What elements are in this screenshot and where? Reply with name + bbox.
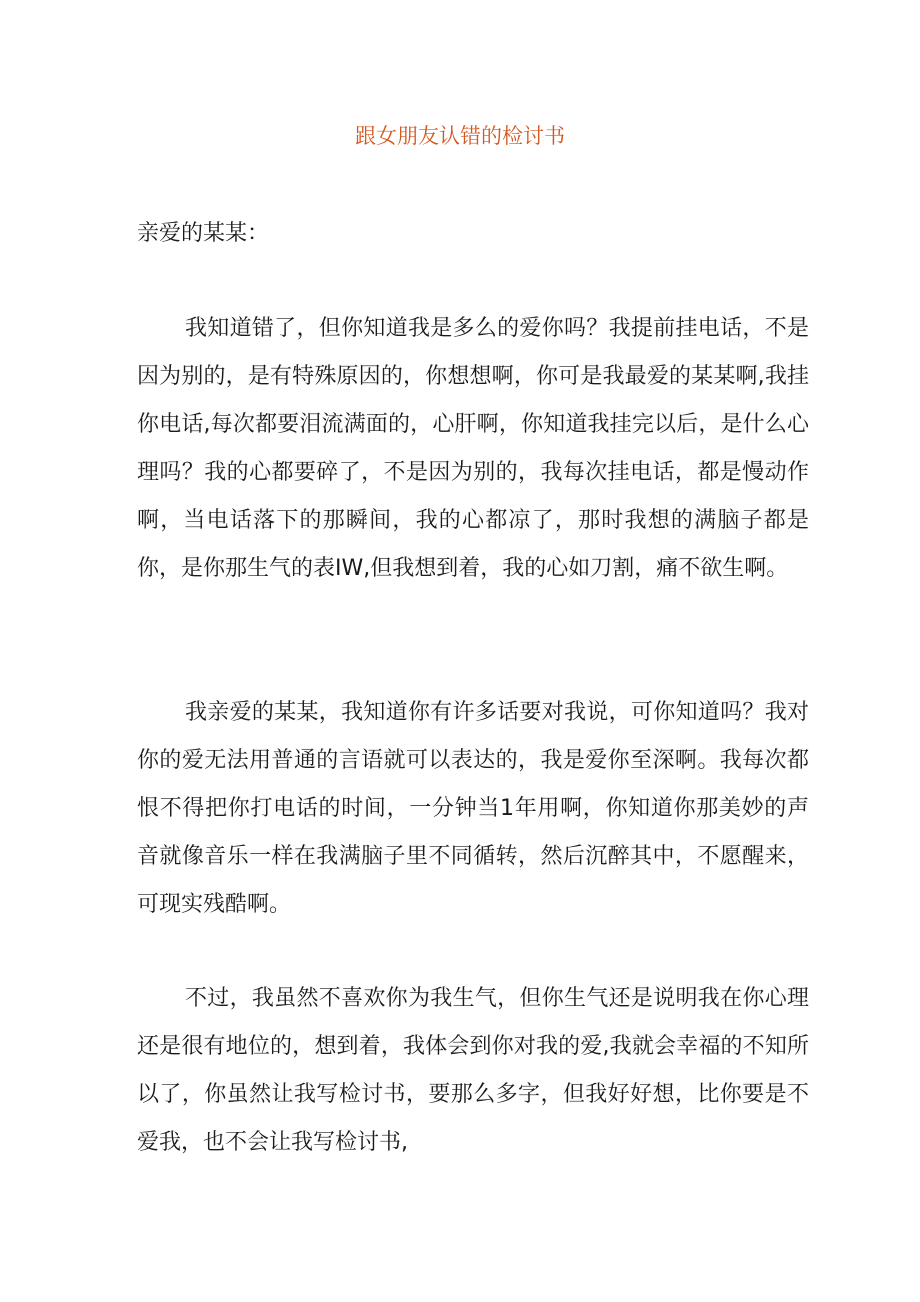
- document-title: 跟女朋友认错的检讨书: [355, 124, 565, 148]
- paragraph-2: 我亲爱的某某，我知道你有许多话要对我说，可你知道吗？我对你的爱无法用普通的言语就可以表达的，我是爱你至深啊。我每次都恨不得把你打电话的时间，一分钟当1年用啊，你知道你那美妙的声音就像音乐一样在我满脑子里不同循转，然后沉醉其中，不愿醒来，可现实残酷啊。: [137, 700, 809, 917]
- paragraph-3: 不过，我虽然不喜欢你为我生气，但你生气还是说明我在你心理还是很有地位的，想到着，我体会到你对我的爱,我就会幸福的不知所以了，你虽然让我写检讨书，要那么多字，但我好好想，比你要是不爱我，也不会让我写检讨书,: [137, 986, 809, 1155]
- paragraph-1: 我知道错了，但你知道我是多么的爱你吗？我提前挂电话，不是因为别的，是有特殊原因的，你想想啊，你可是我最爱的某某啊,我挂你电话,每次都要泪流满面的，心肝啊，你知道我挂完以后，是什么心理吗？我的心都要碎了，不是因为别的，我每次挂电话，都是慢动作啊，当电话落下的那瞬间，我的心都凉了，那时我想的满脑子都是你，是你那生气的表IW,但我想到着，我的心如刀割，痛不欲生啊。: [137, 316, 809, 581]
- salutation: 亲爱的某某：: [137, 221, 270, 246]
